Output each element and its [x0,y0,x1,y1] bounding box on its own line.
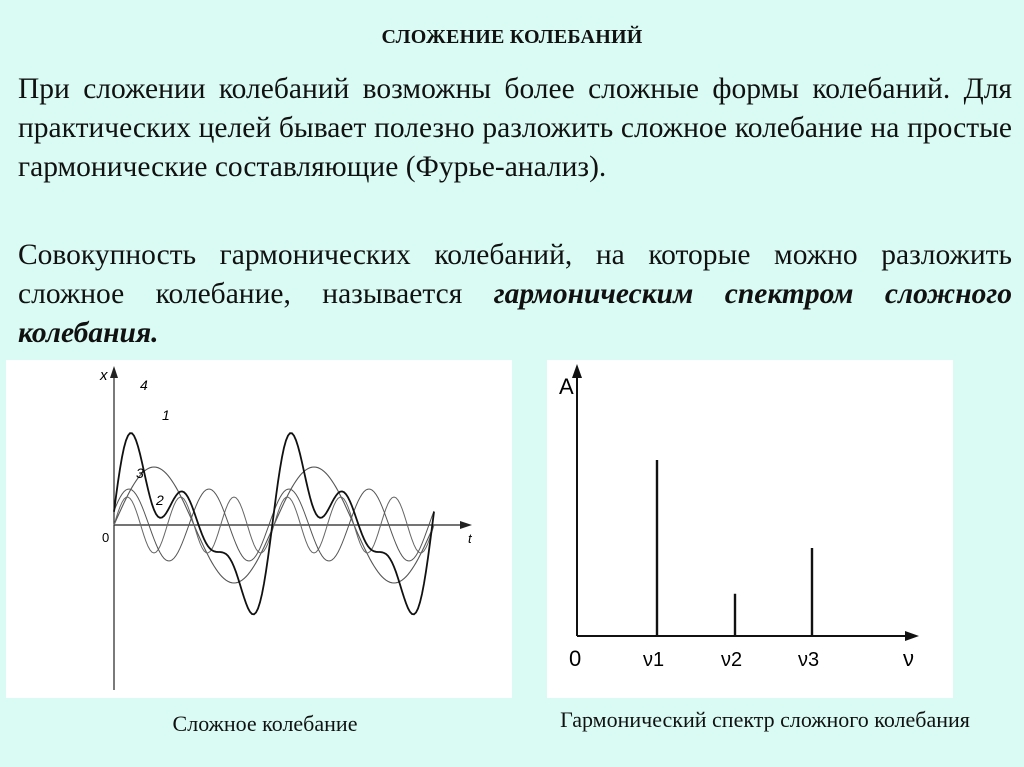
definition-paragraph [18,236,1012,353]
definition-text: Совокупность гармонических колебаний, на которые можно разложить сложное колебание, называется [18,239,1012,310]
definition-term: гармоническим спектром сложного колебания. [18,278,1013,349]
spectrum-lines [643,460,819,671]
tick-label-1: ν1 [643,649,665,671]
tick-label-3: ν3 [798,649,820,671]
t-axis-label: t [468,531,472,546]
oscillation-curves [114,433,434,614]
tick-label-2: ν2 [721,649,743,671]
spectrum-plot [547,360,953,698]
complex-oscillation-caption: Сложное колебание [172,711,358,736]
frequency-axis-arrow [905,631,919,641]
spectrum-caption: Гармонический спектр сложного колебания [560,707,970,732]
t-axis-arrow [460,521,472,529]
intro-paragraph: При сложении колебаний возможны более сложные формы колебаний. Для практических целей бывает полезно разложить сложное колебание на простые гармонические составляющие (Фурье-анализ). [18,73,1012,183]
spectrum-origin-label: 0 [569,646,582,671]
complex-oscillation-figure [6,360,512,698]
slide-title: СЛОЖЕНИЕ КОЛЕБАНИЙ [381,26,643,48]
curve-label-1: 1 [162,407,170,423]
origin-label: 0 [102,530,110,545]
curve-label-4: 4 [140,377,148,393]
amplitude-axis-label: A [559,374,574,399]
y-axis-label: x [100,367,108,384]
harmonic-spectrum-figure [547,360,953,698]
frequency-axis-label: ν [903,646,914,671]
oscillation-plot [6,360,512,698]
curve-label-3: 3 [136,465,144,481]
curve-label-2: 2 [156,492,164,508]
x-axis-arrow [110,366,118,378]
